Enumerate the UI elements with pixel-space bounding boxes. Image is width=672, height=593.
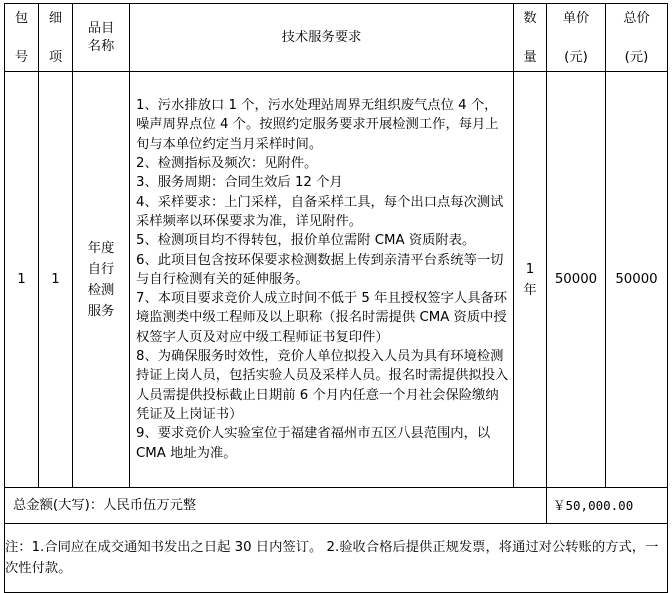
header-text: (元) (624, 49, 649, 65)
header-text: 总价 (623, 10, 650, 26)
header-item-name (73, 4, 130, 72)
header-text: 项 (48, 49, 63, 65)
header-total-price (606, 4, 668, 72)
item-name-line: 自行 (87, 261, 115, 277)
requirement-6: 6、此项目包含按环保要求检测数据上传到亲清平台系统等一切与自行检测有关的延伸服务。 (136, 252, 504, 287)
cell-requirements (130, 72, 514, 488)
header-text: 号 (14, 49, 29, 65)
cell-quantity (514, 72, 547, 488)
item-name-line: 检测 (87, 282, 115, 298)
header-text: 包 (14, 10, 29, 26)
header-text: 品目 (87, 20, 115, 36)
header-text: 数 (523, 10, 537, 26)
requirement-5: 5、检测项目均不得转包，报价单位需附 CMA 资质附表。 (136, 233, 476, 249)
requirement-4: 4、采样要求：上门采样，自备采样工具，每个出口点每次测试采样频率以环保要求为准，详见附件。 (136, 194, 504, 229)
cell-total-price: 50000 (606, 72, 668, 488)
header-tech-requirements: 技术服务要求 (130, 4, 514, 72)
header-text: 单价 (562, 10, 590, 26)
requirement-8: 8、为确保服务时效性，竞价人单位拟投入人员为具有环境检测持证上岗人员，包括实验人员及采样人员。报名时需提供拟投入人员需提供投标截止日期前 6 个月内任意一个月社会保险缴纳凭证及上岗证书） (136, 349, 509, 422)
table-row (5, 72, 668, 488)
cell-item-no: 1 (39, 72, 73, 488)
service-spec-table (4, 3, 668, 593)
quantity-value: 1 (525, 261, 535, 277)
cell-package-no: 1 (5, 72, 39, 488)
header-row (5, 4, 668, 72)
requirement-2: 2、检测指标及频次：见附件。 (136, 156, 318, 172)
note-text: 注：1.合同应在成交通知书发出之日起 30 日内签订。 2.验收合格后提供正规发票，将通过对公转账的方式，一次性付款。 (5, 524, 668, 593)
total-amount-words: 总金额(大写)：人民币伍万元整 (5, 488, 547, 524)
header-unit-price (547, 4, 606, 72)
item-name-line: 年度 (87, 240, 115, 256)
requirement-7: 7、本项目要求竞价人成立时间不低于 5 年且授权签字人具备环境监测类中级工程师及以上职称（报名时需提供 CMA 资质中授权签字人页及对应中级工程师证书复印件） (136, 291, 508, 345)
header-text: 细 (48, 10, 63, 26)
requirement-1: 1、污水排放口 1 个，污水处理站周界无组织废气点位 4 个，噪声周界点位 4 个。按照约定服务要求开展检测工作，每月上旬与本单位约定当月采样时间。 (136, 98, 499, 152)
header-text: (元) (564, 49, 588, 65)
cell-unit-price: 50000 (547, 72, 606, 488)
total-row (5, 488, 668, 524)
header-package-no (5, 4, 39, 72)
quantity-unit: 年 (523, 282, 537, 298)
header-item-no (39, 4, 73, 72)
header-quantity (514, 4, 547, 72)
header-text: 名称 (87, 38, 115, 54)
item-name-line: 服务 (87, 303, 115, 319)
total-amount-figure: ￥50,000.00 (547, 488, 668, 524)
note-row (5, 524, 668, 593)
requirement-9: 9、要求竞价人实验室位于福建省福州市五区八县范围内，以 CMA 地址为准。 (136, 426, 491, 461)
cell-item-name (73, 72, 130, 488)
header-text: 量 (523, 49, 537, 65)
requirement-3: 3、服务周期：合同生效后 12 个月 (136, 175, 343, 191)
